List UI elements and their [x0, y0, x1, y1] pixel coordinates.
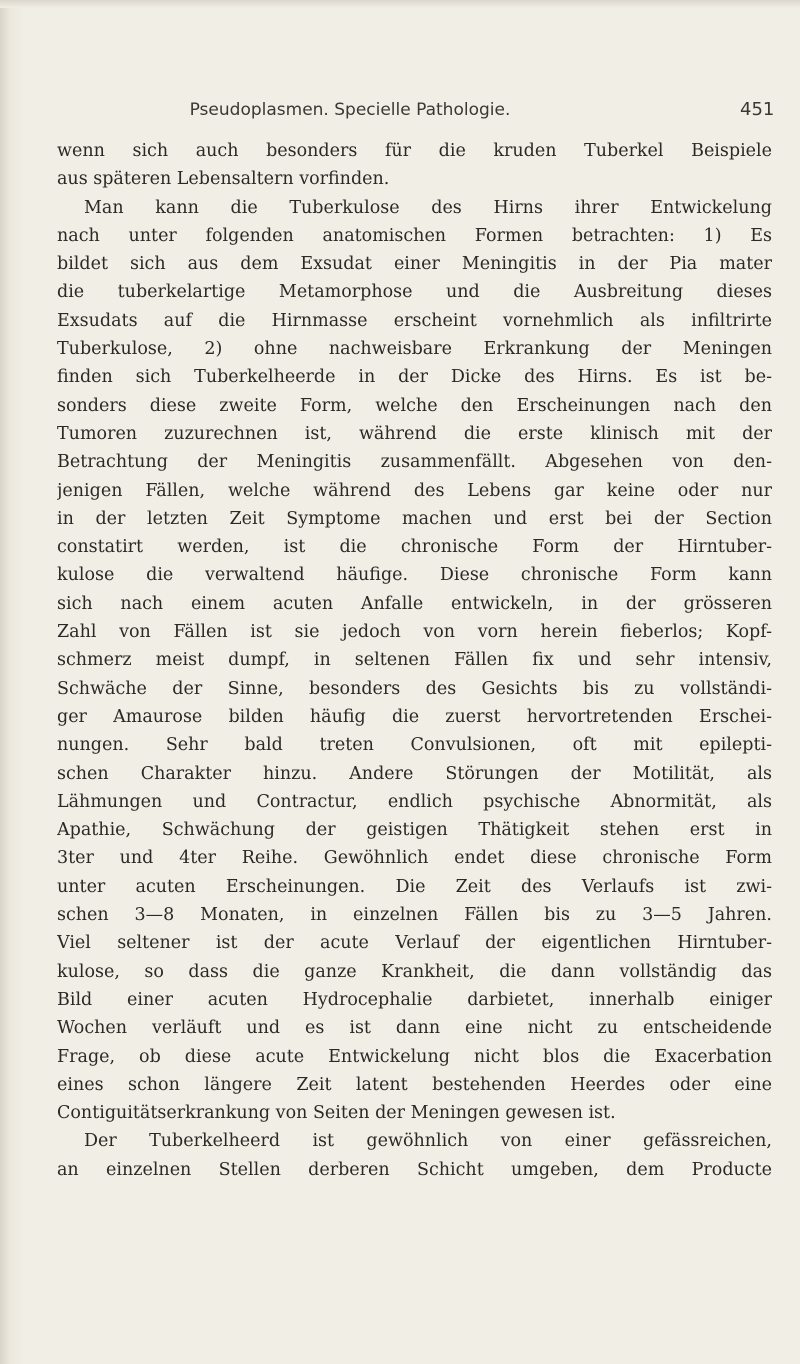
text-line: finden sich Tuberkelheerde in der Dicke des Hirns. Es ist be- [57, 367, 772, 388]
text-line: Frage, ob diese acute Entwickelung nicht blos die Exacerbation [57, 1046, 772, 1067]
text-line: schen 3—8 Monaten, in einzelnen Fällen bis zu 3—5 Jahren. [57, 905, 772, 926]
running-head-title: Pseudoplasmen. Specielle Pathologie. [189, 100, 511, 120]
text-line: Betrachtung der Meningitis zusammenfällt. Abgesehen von den- [57, 452, 772, 473]
text-line: Wochen verläuft und es ist dann eine nicht zu entscheidende [57, 1018, 772, 1039]
text-line: 3ter und 4ter Reihe. Gewöhnlich endet diese chronische Form [57, 848, 772, 869]
text-line: kulose die verwaltend häufige. Diese chronische Form kann [57, 565, 772, 586]
text-line: sonders diese zweite Form, welche den Erscheinungen nach den [57, 395, 772, 416]
text-line: in der letzten Zeit Symptome machen und erst bei der Section [57, 508, 772, 529]
text-line: jenigen Fällen, welche während des Lebens gar keine oder nur [57, 480, 772, 501]
page-top-edge [0, 0, 800, 8]
text-line: sich nach einem acuten Anfalle entwickeln, in der grösseren [57, 593, 772, 614]
text-line: schen Charakter hinzu. Andere Störungen der Motilität, als [57, 763, 772, 784]
text-line: Exsudats auf die Hirnmasse erscheint vornehmlich als infiltrirte [57, 310, 772, 331]
text-line: constatirt werden, ist die chronische Form der Hirntuber- [57, 537, 772, 558]
running-head [0, 95, 800, 125]
body-text [57, 137, 772, 1184]
text-line: unter acuten Erscheinungen. Die Zeit des Verlaufs ist zwi- [57, 876, 772, 897]
text-line: Apathie, Schwächung der geistigen Thätigkeit stehen erst in [57, 820, 772, 841]
text-line: Lähmungen und Contractur, endlich psychische Abnormität, als [57, 791, 772, 812]
text-line: nungen. Sehr bald treten Convulsionen, oft mit epilepti- [57, 735, 772, 756]
text-line: Viel seltener ist der acute Verlauf der eigentlichen Hirntuber- [57, 933, 772, 954]
text-line: Man kann die Tuberkulose des Hirns ihrer Entwickelung [84, 197, 772, 218]
text-line: ger Amaurose bilden häufig die zuerst hervortretenden Erschei- [57, 706, 772, 727]
text-line: Contiguitätserkrankung von Seiten der Meningen gewesen ist. [57, 1103, 616, 1124]
text-line: nach unter folgenden anatomischen Formen betrachten: 1) Es [57, 225, 772, 246]
text-line: Der Tuberkelheerd ist gewöhnlich von einer gefässreichen, [84, 1131, 772, 1152]
text-line: eines schon längere Zeit latent bestehenden Heerdes oder eine [57, 1074, 772, 1095]
text-line: Tuberkulose, 2) ohne nachweisbare Erkrankung der Meningen [57, 339, 772, 360]
page-number: 451 [740, 99, 775, 120]
text-line: Schwäche der Sinne, besonders des Gesichts bis zu vollständi- [57, 678, 772, 699]
text-line: kulose, so dass die ganze Krankheit, die dann vollständig das [57, 961, 772, 982]
text-line: an einzelnen Stellen derberen Schicht umgeben, dem Producte [57, 1159, 772, 1180]
text-line: schmerz meist dumpf, in seltenen Fällen fix und sehr intensiv, [57, 650, 772, 671]
text-line: bildet sich aus dem Exsudat einer Meningitis in der Pia mater [57, 254, 772, 275]
text-line: aus späteren Lebensaltern vorfinden. [57, 169, 390, 190]
page-binding-edge [0, 0, 24, 1364]
text-line: wenn sich auch besonders für die kruden Tuberkel Beispiele [57, 141, 772, 161]
text-line: Tumoren zuzurechnen ist, während die erste klinisch mit der [57, 423, 772, 444]
text-line: Bild einer acuten Hydrocephalie darbietet, innerhalb einiger [57, 989, 772, 1010]
text-line: die tuberkelartige Metamorphose und die Ausbreitung dieses [57, 282, 772, 303]
text-line: Zahl von Fällen ist sie jedoch von vorn herein fieberlos; Kopf- [57, 622, 772, 643]
